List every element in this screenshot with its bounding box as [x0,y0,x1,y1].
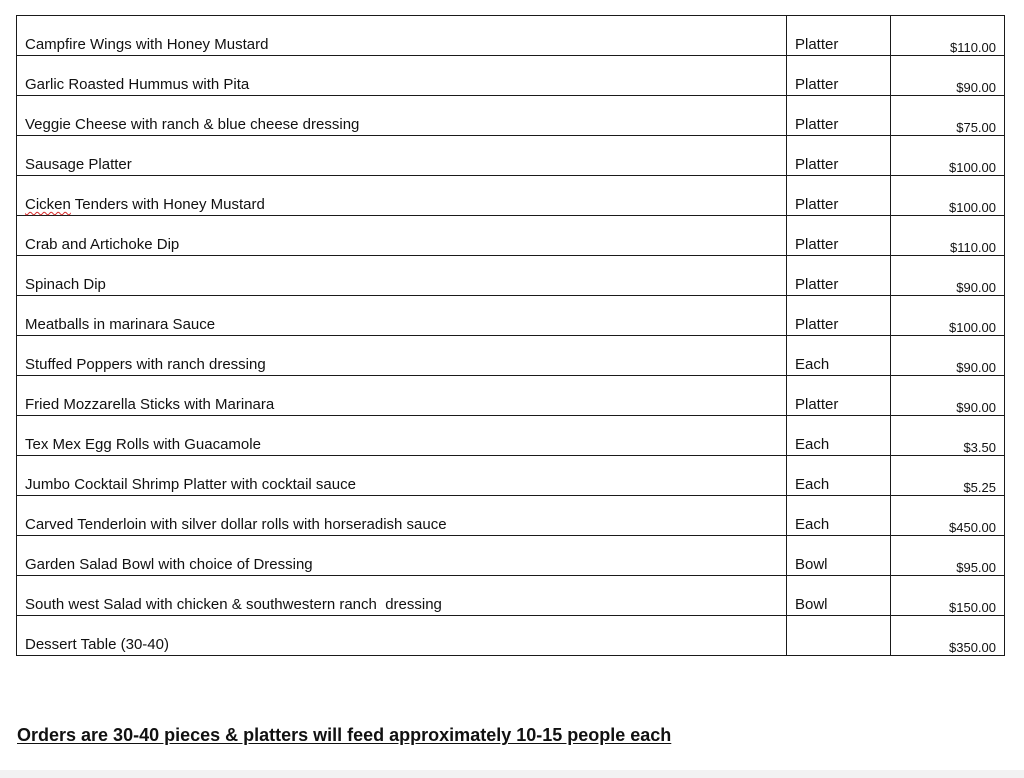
menu-item-price [891,336,1005,376]
menu-item-name: Veggie Cheese with ranch & blue cheese dressing [17,96,787,136]
menu-item-unit: Platter [787,96,891,136]
table-row [17,216,1005,256]
menu-item-unit: Each [787,336,891,376]
table-row [17,56,1005,96]
menu-item-price [891,176,1005,216]
menu-item-name: Fried Mozzarella Sticks with Marinara [17,376,787,416]
table-row [17,336,1005,376]
menu-item-name: South west Salad with chicken & southwestern ranch dressing [17,576,787,616]
table-row [17,456,1005,496]
menu-item-unit: Each [787,456,891,496]
table-row [17,16,1005,56]
menu-item-unit: Platter [787,296,891,336]
price-value: $110.00 [949,240,996,255]
menu-item-price [891,416,1005,456]
price-value: $150.00 [949,600,996,615]
table-row [17,576,1005,616]
menu-item-price [891,496,1005,536]
menu-item-unit: Each [787,496,891,536]
price-value: $75.00 [956,120,996,135]
menu-item-price [891,296,1005,336]
price-value: $95.00 [956,560,996,575]
menu-item-price [891,216,1005,256]
menu-item-name: Garlic Roasted Hummus with Pita [17,56,787,96]
catering-menu-table [16,15,1005,656]
menu-item-unit: Platter [787,216,891,256]
menu-item-unit: Bowl [787,536,891,576]
price-value: $450.00 [949,520,996,535]
menu-item-price [891,56,1005,96]
menu-item-price [891,456,1005,496]
table-row [17,96,1005,136]
price-value: $100.00 [949,320,996,335]
menu-item-name: Garden Salad Bowl with choice of Dressing [17,536,787,576]
menu-item-unit: Platter [787,56,891,96]
menu-item-name: Meatballs in marinara Sauce [17,296,787,336]
menu-item-price [891,16,1005,56]
menu-item-unit [787,616,891,656]
table-row [17,256,1005,296]
table-row [17,296,1005,336]
menu-item-name: Sausage Platter [17,136,787,176]
menu-item-name: Stuffed Poppers with ranch dressing [17,336,787,376]
menu-item-name: Carved Tenderloin with silver dollar rolls with horseradish sauce [17,496,787,536]
menu-item-price [891,136,1005,176]
price-value: $5.25 [963,480,996,495]
table-row [17,496,1005,536]
menu-item-unit: Each [787,416,891,456]
table-row [17,376,1005,416]
menu-item-unit: Platter [787,176,891,216]
menu-item-name: Campfire Wings with Honey Mustard [17,16,787,56]
price-value: $110.00 [949,40,996,55]
menu-item-unit: Platter [787,256,891,296]
price-value: $350.00 [949,640,996,655]
price-value: $3.50 [963,440,996,455]
menu-item-price [891,96,1005,136]
price-value: $90.00 [956,360,996,375]
menu-item-name: Crab and Artichoke Dip [17,216,787,256]
menu-item-name: Tex Mex Egg Rolls with Guacamole [17,416,787,456]
menu-item-unit: Bowl [787,576,891,616]
price-value: $90.00 [956,280,996,295]
menu-item-name [17,176,787,216]
menu-item-price [891,616,1005,656]
menu-item-name: Dessert Table (30-40) [17,616,787,656]
menu-item-price [891,576,1005,616]
page-bottom-strip [0,770,1024,778]
menu-item-name: Jumbo Cocktail Shrimp Platter with cocktail sauce [17,456,787,496]
table-row [17,616,1005,656]
menu-item-price [891,376,1005,416]
table-row [17,416,1005,456]
price-value: $90.00 [956,400,996,415]
menu-item-unit: Platter [787,376,891,416]
menu-item-unit: Platter [787,16,891,56]
menu-item-unit: Platter [787,136,891,176]
menu-item-name-rest: Tenders with Honey Mustard [70,196,265,213]
price-value: $100.00 [949,200,996,215]
menu-item-price [891,256,1005,296]
table-row [17,136,1005,176]
table-row [17,536,1005,576]
price-value: $90.00 [956,80,996,95]
menu-item-price [891,536,1005,576]
table-row [17,176,1005,216]
menu-item-name: Spinach Dip [17,256,787,296]
order-footnote: Orders are 30-40 pieces & platters will feed approximately 10-15 people each [17,725,672,745]
misspelled-word[interactable]: Cicken [25,196,71,213]
price-value: $100.00 [949,160,996,175]
